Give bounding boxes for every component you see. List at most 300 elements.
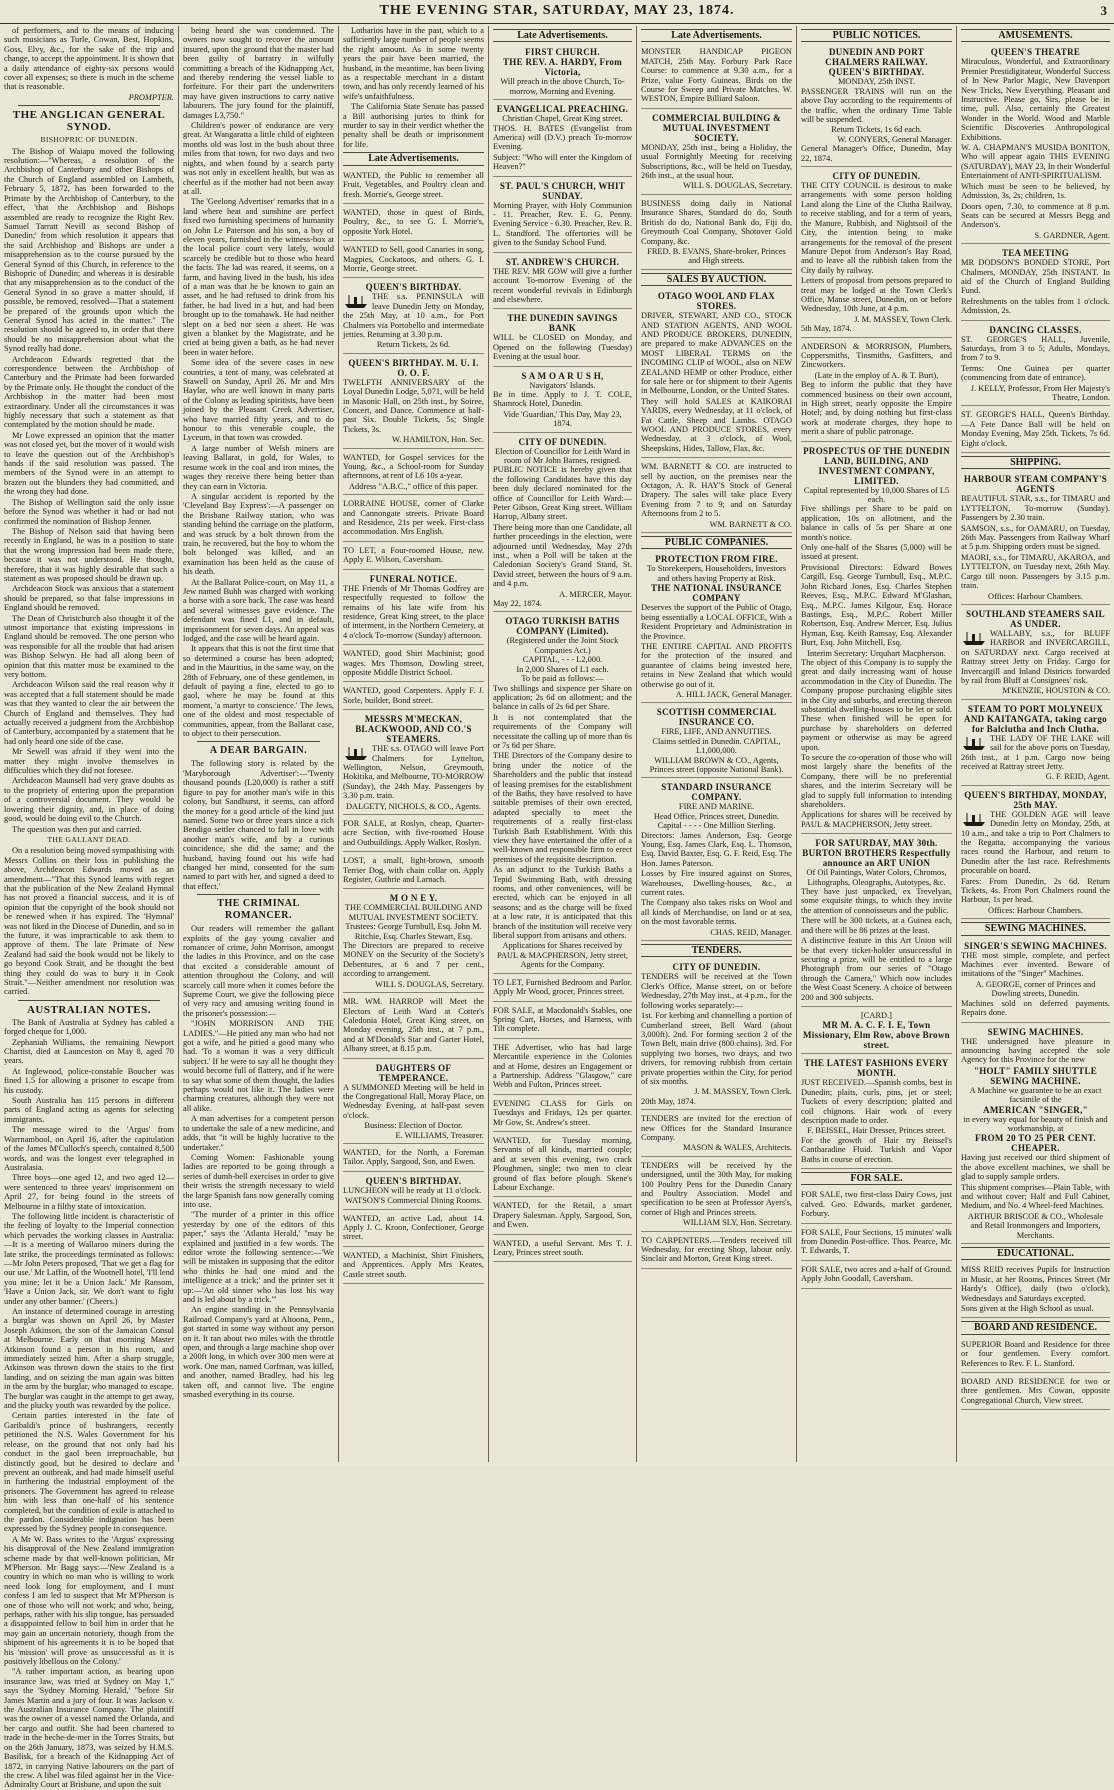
ad-date: 5th May, 1874.	[801, 324, 852, 334]
advertisement	[343, 243, 484, 278]
divider	[197, 894, 320, 895]
article-paragraph: South Australia has 115 persons in different parts of England acting as agents for selecting immigrants.	[4, 1096, 174, 1124]
ad-text: A SUMMONED Meeting will be held in the Congregational Hall, Moray Place, on Wednesday Evening, at half-past seven o'clock.	[343, 1082, 484, 1120]
ad-text: EVENING CLASS for Girls on Tuesdays and Fridays, 12s per quarter. Mr Gow, St. Andrew's street.	[493, 1098, 632, 1127]
ad-text: Having just received our third shipment of the above excellent machines, we shall be glad to supply sample orders.	[961, 1153, 1110, 1182]
ad-title: ST. PAUL'S CHURCH, WHIT SUNDAY.	[499, 180, 626, 201]
ad-signature: ARTHUR BRISCOE & CO., Wholesale and Retail Ironmongers and Importers, Merchants.	[967, 1211, 1104, 1240]
ad-text: FOR SALE, Four Sections, 15 minutes' walk from Dunedin Post-office. Thos. Pearce, Mr. T. Edwards, T.	[801, 1227, 952, 1256]
advertisement	[961, 607, 1110, 700]
advertisement	[493, 311, 632, 366]
ad-title: CITY OF DUNEDIN.	[518, 436, 607, 447]
ad-text: A distinctive feature in this Art Union will be that every ticket-holder unsuccessful in securing a prize, will be entitled to a large Photograph from our series of "Otago through the Camera," Which now includes the West Coast Scenery. A choice of between 200 and 300 subjects.	[801, 936, 952, 1002]
ad-text: WM. BARNETT & CO. are instructed to sell by auction, on the premises near the Octagon, A. R. HAY'S Stock of General Drapery. The sales will take place Every Evening from 7 to 9; and on Saturday Afternoons from 2 to 5.	[641, 462, 792, 519]
ad-title: SOUTHLAND STEAMERS SAIL AS UNDER.	[966, 608, 1105, 629]
ad-text: Two shillings and sixpence per Share on application; 2s 6d on allotment; and the balance in calls of 2s 6d per Share.	[493, 683, 632, 712]
ad-business: Business: Election of Doctor.	[364, 1121, 463, 1131]
article-paragraph: The following little incident is characteristic of the feeling of loyalty to the Imperial connection which pervades the working classes in Australia:—It is a meeting of Wallaroo miners during the late strike, the proceedings terminated as follows:—Mr John Peters proposed, 'That we get a flag for our use.' Mr Laffin, of the Wootnell hotel, 'I'll lend you mine; let it be a Union Jack.' Mr Ransom, 'Have a Union Jack, sir. We don't want to fight under any other banner.' (Cheers.)	[4, 1211, 174, 1306]
advertisement	[343, 451, 484, 496]
article-paragraph: Mr Lowe expressed an opinion that the matter was not closed yet, but the mover of it would wish to leave the question out of the Archbishop's hands if the said resolution was passed. The members of the Synod were in an attempt to brazen out the blunders they had committed, and the wrong they had done.	[4, 430, 174, 497]
article-paragraph: Zephaniah Williams, the remaining Newport Chartist, died at Launceston on May 8, aged 70 years.	[4, 1037, 174, 1066]
ad-text: FOR SALE, two first-class Dairy Cows, just calved. Geo. Edwards, market gardener, Forbury.	[801, 1190, 952, 1219]
ad-footer: Vide 'Guardian,' This Day, May 23, 1874.	[503, 409, 622, 429]
ad-subtitle: Navigators' Islands.	[529, 380, 596, 390]
advertisement	[343, 1249, 484, 1284]
article-paragraph: The Bishop of Waiapu moved the following resolution:—"Whereas, a resolution of the Archbishop of Canterbury and other Bishops of the Church of England assembled on Lambeth, February 5, 1872, has been forwarded to the Primate by the Archbishop of Canterbury, to the effect, 'that the Archbishop and Bishops assembled are ready to recognize the Right Rev. Samuel Tarratt Nevill as second Bishop of Dunedin;' from which resolution it appears that the said Archbishop and Bishops are under a misapprehension as to the course pursued by the General Synod of this Church, in reference to the Bishopric of Dunedin; and whereas it is desirable that any misapprehension as to the conduct of the General Synod in so grave a matter should, if possible, be removed, resolved—That a statement be prepared of the grounds upon which the General Synod has acted in the matter." The resolution should be agreed to, in order that there should be no misapprehension about what the Synod really had done.	[4, 146, 174, 354]
ad-subtitle: QUEEN'S BIRTHDAY.	[828, 67, 925, 78]
section-header: AMUSEMENTS.	[961, 29, 1110, 42]
ad-footer: Address "A.B.C.," office of this paper.	[348, 481, 479, 491]
article-paragraph: "A rather important action, as bearing upon insurance law, was tried at Sydney on May 1," says the 'Sydney Morning Herald,' "before Sir James Martin and a jury of four. It was Jackson v. the Australian Insurance Company. The plaintiff was the owner of a vessel named the Orlanda, and her cargo and outfit. She had been chartered to trade in the beche-de-mer in the Torres Straits, but on the 26th January, 1873, was seized by H.M.S. Basilisk, for a breach of the Kidnapping Act of 1872, in carrying Native labourers on the part of the crew. A libel was filed against her in the Vice-Admiralty Court at Brisbane, and upon the suit	[4, 1667, 174, 1790]
ad-text: Be in time. Apply to J. T. COLE, Shamrock Hotel, Dunedin.	[493, 389, 632, 409]
ad-title: FIRST CHURCH.	[525, 47, 600, 58]
ad-text: The Directors are prepared to receive MONEY on the Security of the Society's Debentures, at 6 and 7 per cent., according to arrangement.	[343, 941, 484, 979]
ad-text: Deserves the support of the Public of Otago, being essentially a LOCAL OFFICE, With a Resident Proprietary and Administration in the Province.	[641, 603, 792, 641]
ad-signature: CHAS. REID, Manager.	[710, 927, 792, 937]
ad-text: Only one-half of the Shares (5,000) will be issued at present.	[801, 543, 952, 562]
advertisement	[493, 1134, 632, 1197]
article-paragraph: Children's power of endurance are very great. At Wangaratta a little child of eighteen months old was lost in the bush about three miles from that town, for two days and two nights, and when found by a search party was not only in excellent health, but was as cheerful as if the mother had not been away at all.	[183, 121, 334, 196]
advertisement	[493, 102, 632, 176]
article-paragraph: Coming Women: Fashionable young ladies are reported to be going through a series of dumb-bell exercises in order to give their wrists the strength necessary to wield the large Spanish fans now generally coming into use.	[183, 1152, 334, 1209]
ad-subtitle: (Registered under the Joint Stock Companies Act.)	[506, 636, 619, 655]
ad-text: THE GOLDEN AGE will leave Dunedin Jetty on Monday, 25th, at 10 a.m., and take a trip to Port Chalmers to the Regatta, accompanying the various races round the Harbour, and return to Dunedin after the last race. Refreshments procurable on board.	[961, 809, 1110, 876]
ad-text: The object of this Company is to supply the great and daily increasing want of house accommodation in the City of Dunedin. The Company propose purchasing eligible sites in the City and suburbs, and erecting thereon substantial dwelling-houses to be let or sold. These when finished will be open for purchase by shareholders on deferred payment or otherwise as may be agreed upon.	[801, 657, 952, 752]
advertisement	[641, 1112, 792, 1157]
ad-signature: J. M. MASSEY, Town Clerk.	[694, 1087, 792, 1097]
ad-text: THE most simple, complete, and perfect Machines ever invented. Beware of imitations of the "Singer" Machines.	[961, 950, 1110, 979]
article-paragraph: The Bishop of Nelson said that having been recently in England, he was in a position to state that the wrong impression had been made there, because it was not understood. He thought, therefore, that it was highly desirable that such a statement as was proposed should be drawn up.	[4, 526, 174, 583]
ad-signature: S. GARDNER, Agent.	[1034, 230, 1110, 240]
advertisement	[343, 169, 484, 204]
ad-text: BOARD AND RESIDENCE for two or three gentlemen. Mrs Cowan, opposite Congregational Church, View street.	[961, 1377, 1110, 1405]
ad-title: FOR SATURDAY, MAY 30th.	[815, 838, 938, 849]
ad-subtitle: (Late in the employ of A. & T. Burt),	[814, 370, 939, 380]
ad-subtitle: Election of Councillor for Leith Ward in room of Mr John Barnes, resigned.	[495, 446, 630, 465]
advertisement	[343, 712, 484, 815]
ad-title: PROTECTION FROM FIRE.	[655, 554, 778, 565]
ad-location: Christian Chapel, Great King street.	[502, 114, 623, 124]
advertisement	[801, 340, 952, 442]
advertisement	[343, 280, 484, 353]
article-paragraph: of performers, and to the means of inducing such musicians as Turle, Cowan, Best, Hopkins, Goss, Elvy, &c., for the sake of the trip and change, to accept the appointment. It is shown that a daily attendance of eighty-six persons would cover all expenses; so there is much in the scheme that is reasonable.	[4, 26, 174, 92]
advertisement	[343, 817, 484, 852]
ad-text: 1st. For kerbing and channelling a portion of Cumberland street, Bell Ward (about 3,000ft). 2nd. For forming section 2 of the Town Belt, main drive (800 chains). 3rd. For supplying two horses, two drays, and two drivers, for removing rubbish from certain private properties within the City, for period of six months.	[641, 1011, 792, 1086]
ad-text: THE s.s. PENINSULA will leave Dunedin Jetty on Monday, the 25th May, at 10 a.m., for Port Chalmers via Portobello and intermediate jetties. Returning at 3.30 p.m.	[343, 292, 484, 339]
ad-signature: FRED. B. EVANS, Share-broker, Princes and High streets.	[647, 246, 786, 266]
ad-text: THE Friends of Mr Thomas Godfrey are respectfully requested to follow the remains of his late wife from his residence, Great King street, to the place of interment, in the Northern Cemetery, at 4 o'clock To-morrow (Sunday) afternoon.	[343, 583, 484, 640]
section-header: Late Advertisements.	[493, 29, 632, 42]
ad-title: SINGER'S SEWING MACHINES.	[964, 940, 1107, 951]
ad-subtitle: To Storekeepers, Householders, Investors and others having Property at Risk.	[646, 564, 787, 583]
advertisement	[801, 1188, 952, 1223]
article-paragraph: The 'Geelong Advertiser' remarks that in a land where heat and sunshine are perfect fixed two furnishing specimens of humanity on John Le Paterson and his son, a boy of eleven years, furnished in the witness-box at the local police court very lately, would scarcely be credible but to those who heard the facts. The lad was reared, it seems, on a farm, and having lived in the bush, his idea of a man was that he be known to gain an asset, and he had refused to drink from his father, he had lived in a hut, and had been brought up to the tomahawk. He had neither slept on a bed nor seen a sheet. He was given a blanket by the Magistrate, and he cried at being given a bath, as he had never been in water before.	[183, 197, 334, 357]
ad-secretary: Interim Secretary: Urquhart Macpherson.	[807, 648, 946, 658]
ad-text: TWELFTH ANNIVERSARY of the Loyal Dunedin Lodge, 5,071, will be held in Masonic Hall, on 25th inst., by Soiree, Concert, and Dance. Commence at half-past Six. Double Tickets, 5s; Single Tickets, 3s.	[343, 377, 484, 434]
ad-title: QUEEN'S THEATRE	[990, 47, 1081, 58]
advertisement	[343, 1146, 484, 1172]
article-paragraph: The message wired to the 'Argus' from Warrnambool, on April 16, after the capitulation of the James M'Culloch's speech, contained 8,500 words, and was the longest ever telegraphed in Australasia.	[4, 1125, 174, 1172]
advertisement	[641, 780, 792, 941]
ad-title: S A M O A R U S H,	[521, 370, 604, 381]
article-paragraph: Mr Sewell was afraid if they went into the matter they might involve themselves in difficulties which they did not foresee.	[4, 747, 174, 776]
ad-text: Refreshments on the tables from 1 o'clock. Admission, 2s.	[961, 296, 1110, 316]
ad-text: MISS REID receives Pupils for Instruction in Music, at her Rooms, Princes Street (Mr Hardy's Office), daily (two o'clock), Wednesdays and Saturdays excepted.	[961, 1265, 1110, 1303]
advertisement	[961, 1025, 1110, 1245]
advertisement	[493, 976, 632, 1002]
ad-signature: W. HAMILTON, Hon. Sec.	[391, 435, 484, 445]
ad-text: Five shillings per Share to be paid on application, 10s on allotment, and the balance in calls of 5s per Share at one month's notice.	[801, 504, 952, 542]
ad-footer: Return Tickets, 2s 6d.	[376, 340, 451, 350]
ad-text: Will preach in the above Church, To-morrow, Morning and Evening.	[500, 77, 625, 96]
article-paragraph: "JOHN MORRISON AND THE LADIES."—He pitied any man who had not got a wife, and he pitied a good many who had. 'To a woman it was a very difficult subject.' If he were to say all he thought they would become full of flattery, and if he were to say what some of them thought, the ladies perhaps would not like it. The ladies were charming creatures, although they were not all alike.	[183, 1019, 334, 1113]
ad-signature: W. CONYERS, General Manager.	[837, 134, 952, 144]
ad-text: WANTED, for Gospel services for the Young, &c., a School-room for Sunday afternoons, at rent of L6 10s a-year.	[343, 452, 484, 481]
advertisement	[961, 788, 1110, 919]
ad-title: STEAM TO PORT MOLYNEUX AND KAITANGATA, taking cargo for Balclutha and Inch Clutha.	[964, 703, 1107, 734]
ad-text: MR DODSON'S BONDED STORE, Port Chalmers, MONDAY, 25th INSTANT. In aid of the Church of England Building Fund.	[961, 258, 1110, 296]
article-paragraph: The Bank of Australia at Sydney has cabled a forged cheque for 1,000.	[4, 1017, 174, 1037]
ad-signature: WILL S. DOUGLAS, Secretary.	[375, 979, 484, 989]
ad-fare: Return Tickets, 1s 6d each.	[831, 125, 922, 135]
advertisement	[493, 1199, 632, 1234]
ad-title: QUEEN'S BIRTHDAY. M. U. I. O. O. F.	[348, 357, 479, 378]
ad-text: It is not contemplated that the requirements of the Company will necessitate the calling up of more than 6s or 7s 6d per Share.	[493, 712, 632, 750]
ad-signature: E. WILLIAMS, Treasurer.	[395, 1130, 484, 1140]
advertisement	[961, 246, 1110, 320]
advertisement	[801, 836, 952, 1007]
advertisement	[801, 1226, 952, 1261]
column-4	[488, 26, 636, 1462]
advertisement	[641, 111, 792, 195]
ad-text: JUST RECEIVED.—Spanish combs, best in Dunedin; plaits, curls, pins, jet or steel; Tuckets of every description; plaited and coil chignons. Hair work of every description made to order.	[801, 1078, 952, 1125]
ad-text: TENDERS are invited for the erection of new Offices for the Standard Insurance Company.	[641, 1114, 792, 1142]
section-header: SALES BY AUCTION.	[641, 273, 792, 286]
advertisement	[493, 435, 632, 613]
ad-title: FUNERAL NOTICE.	[369, 573, 458, 584]
ad-text: TENDERS will be received at the Town Clerk's Office, Manse street, on or before Wednesday, 27th May inst., at 4 p.m., for the following works separately:—	[641, 972, 792, 1010]
ad-text: Subject: "Who will enter the Kingdom of Heaven?"	[493, 152, 632, 172]
advertisement	[641, 552, 792, 703]
article-paragraph: Archdeacon Wilson said the real reason why it was accepted that a full statement should be made was that they wanted to clear the air between the Church of England and themselves. They had actually received a judgment from the Archbishop of Canterbury, accompanied by a statement that he had only heard one side of the case.	[4, 680, 174, 746]
article-headline: THE CRIMINAL ROMANCER.	[217, 898, 300, 922]
advertisement	[343, 572, 484, 645]
ad-text: Losses by Fire insured against on Stores, Warehouses, Dwelling-houses, &c., at current rates.	[641, 869, 792, 898]
section-header: PUBLIC COMPANIES.	[641, 536, 792, 549]
ad-signature: F. BEISSEL, Hair Dresser, Princes street.	[807, 1126, 946, 1136]
article-paragraph: A Mr W. Bass writes to the 'Argus' expressing his disapproval of the New Zealand immigration scheme made by that well-known politician, Mr M'Pherson. Mr Bagg says:—'New Zealand is a country in which no man who is willing to work need look long for employment, and I must confess I am led to suspect that Mr M'Pherson is one of those who will not work; and who, being, perhaps, rather with his slip tongue, has persuaded a disappointed fellow to boil him in order that he may gain an uncertain notoriety, though from the shipment of his agreements it is to be hoped that his 'mission' will prove as unsuccessful as it is positively libellous on the Colony.'	[4, 1534, 174, 1667]
ad-text: ST. GEORGE'S HALL, Queen's Birthday.—A Fete Dance Ball will be held on Monday Evening, May 25th. Tickets, 7s 6d. Eight o'clock.	[961, 410, 1110, 448]
article-paragraph: Archdeacon Edwards regretted that the correspondence between the Archbishop of Canterbury and the Primate had been forwarded by the Primate only. He thought the conduct of the Archbishop in the matter had been most extraordinary. Under all the circumstances it was highly necessary that such a statement as that contemplated by the motion should be made.	[4, 354, 174, 430]
section-header: Late Advertisements.	[343, 152, 484, 165]
ad-shares: In 2,000 Shares of L1 each.	[516, 664, 609, 674]
ad-title: ST. ANDREW'S CHURCH.	[505, 256, 620, 267]
ad-text: LUNCHEON will be ready at 11 o'clock.	[343, 1185, 482, 1195]
ad-date: 20th May, 1874.	[641, 1096, 696, 1106]
article-headline: A DEAR BARGAIN.	[209, 745, 308, 757]
ad-text: Terms: One Guinea per quarter (commencing from date of entrance).	[961, 363, 1110, 383]
ad-text: A Machine we guarantee to be an exact facsimile of the	[969, 1085, 1102, 1105]
ad-title: CITY OF DUNEDIN.	[832, 171, 921, 182]
ad-text: TENDERS will be received by the undersigned, until the 30th May, for making 100 Poultry Pens for the Dunedin Canary and Poultry Association. Model and specification to be seen at Professor Ayers's, corner of High and Princes streets.	[641, 1160, 792, 1217]
ad-title: QUEEN'S BIRTHDAY, MONDAY, 25th MAY.	[964, 789, 1107, 810]
ad-directors: Provisional Directors: Edward Bowes Cargill, Esq. George Turnbull, Esq., M.P.C. John Richard Jones, Esq. Charles Stephen Reeves, Esq., M.P.C. Edward M'Glashan, Esq., M.P.C. James Kilgour, Esq. Horace Bastings, Esq., M.P.C. Robert Miller Robertson, Esq. Andrew Mercer, Esq. Julius Hyman, Esq. Keith Ramsay, Esq. Alexander Burt, Esq. John Mitchell, Esq.	[801, 562, 952, 648]
ad-text: They will hold SALES at KAIKORAI YARDS, every Wednesday, at 11 o'clock, of Fat Cattle, Sheep and Lambs. OTAGO WOOL AND PRODUCE STORES, every Wednesday, at 3 o'clock, of Wool, Sheepskins, Hides, Tallow, Flax, &c.	[641, 396, 792, 453]
ad-text: THE s.s. OTAGO will leave Port Chalmers for Lyttelton, Wellington, Nelson, Greymouth, Hokitika, and Melbourne, TO-MORROW (Sunday), the 24th May. Passengers by 3.30 p.m. train.	[343, 744, 484, 801]
article-headline: THE ANGLICAN GENERAL SYNOD.	[12, 109, 166, 134]
article-paragraph: It appears that this is not the first time that so determined a course has been adopted; and in the Mauritius, in the same way, on the 28th of February, one of these gentlemen, in default of paying a fine, elected to go to gaol, where he may be found at this moment, 'a martyr to conscience.' The Jews, one of the oldest and most respectable of communities, appear, from the Ballarat case, to object to their persecution.	[183, 644, 334, 739]
ad-text: As an adjunct to the Turkish Baths a Tepid Swimming Bath, with dressing rooms, and other conveniences, will be erected, which can be enjoyed in all seasons; and as the charge will be fixed at a low rate, it is anticipated that this branch of the institution will receive very liberal support from artisans and others.	[493, 865, 632, 941]
advertisement	[343, 206, 484, 241]
advertisement	[961, 1263, 1110, 1318]
article-paragraph: Archdeacon Stock was anxious that a statement should be prepared, so that false impressions in England should be removed.	[4, 584, 174, 613]
ad-text: Applications for shares will be received by PAUL & MACPHERSON, Jetty street.	[801, 810, 952, 829]
ad-text: There being more than one Candidate, all further proceedings in the election, were adjourned until Wednesday, May 27th inst., when a Poll will be taken at the Caledonian Society's Grand Stand, St. David street, between the hours of 9 a.m. and 4 p.m.	[493, 522, 632, 589]
article-paragraph: The California State Senate has passed a Bill authorising juries to think for murder to say in their verdict whether the penalty shall be death or imprisonment for life.	[343, 102, 484, 149]
ad-text: BEAUTIFUL STAR, s.s., for TIMARU and LYTTELTON, To-morrow (Sunday). Passengers by 2.30 train.	[961, 494, 1110, 523]
advertisement	[493, 255, 632, 310]
advertisement	[641, 1234, 792, 1269]
article-subheading: BISHOPRIC OF DUNEDIN.	[40, 135, 138, 145]
article-paragraph: At the Ballarat Police-court, on May 11, a Jew named Buhh was charged with working a horse with a sore back. The case was heard and several witnesses gave evidence. The defendant was fined L1, and in default, imprisonment for seven days. An appeal was lodged, and the case will be heard again.	[183, 577, 334, 643]
ad-text: THE Advertiser, who has had large Mercantile experience in the Colonies and at Home, desires an Engagement or a Partnership. Address "Glasgow," care Webb and Fulton, Princes street.	[493, 1042, 632, 1090]
advertisement	[641, 45, 792, 108]
ad-text: FOR SALE, at Roslyn, cheap, Quarter-acre Section, with five-roomed House and Outbuildings. Apply Walker, Roslyn.	[343, 819, 484, 847]
advertisement	[961, 1338, 1110, 1373]
ad-title: CITY OF DUNEDIN.	[672, 962, 761, 973]
ad-title: SCOTTISH COMMERCIAL INSURANCE CO.	[656, 707, 777, 728]
ad-text: Claims settled in Dunedin. CAPITAL, L1,000,000.	[652, 736, 781, 756]
ad-text: Sons given at the High School as usual.	[961, 1304, 1094, 1314]
ad-text: MR M. A. C. F. I. E, Town Missionary, Elm Row, above Brown street.	[803, 1020, 950, 1051]
ad-title: [CARD.]	[861, 1010, 892, 1020]
article-paragraph: An engine standing in the Pennsylvania Railroad Company's yard at Altoona, Penn., got started in some way without any person on it. It ran about two miles with the throttle open, and through a large machine shop over a 200ft long, in which over 300 men were at work. One man, named Corfman, was killed, and another, named Bradley, had his leg taken off, and cannot live. The engine smashed everything in its course.	[183, 1305, 334, 1400]
ad-text: Which must be seen to be believed, by Admission, 3s, 2s; children, 1s.	[961, 181, 1110, 201]
ad-title: DANCING CLASSES.	[989, 324, 1082, 335]
article-paragraph: A large number of Welsh miners are leaving Ballarat, in gold, for Wales, to resume work in the coal and iron mines, the wages they receive there being better than they can earn in Victoria.	[183, 443, 334, 491]
divider	[18, 1000, 160, 1001]
advertisement	[343, 1212, 484, 1247]
ad-text: THE LADY OF THE LAKE will sail for the above ports on Tuesday, 26th inst., at 1 p.m. Cargo now being received at Rattray street Jetty.	[961, 733, 1110, 771]
ad-text: TO LET, Furnished Bedroom and Parlor. Apply Mr Wood, grocer, Princes street.	[493, 977, 632, 997]
ad-title: DUNEDIN AND PORT CHALMERS RAILWAY.	[825, 47, 928, 68]
ad-title: COMMERCIAL BUILDING & MUTUAL INVESTMENT SOCIETY.	[652, 112, 781, 143]
article-paragraph: The question was then put and carried.	[12, 824, 142, 834]
ad-signature: WILLIAM BROWN & CO., Agents, Princes street (opposite National Bank).	[649, 755, 784, 774]
section-header: TENDERS.	[641, 944, 792, 957]
ad-signature: WATSON'S Commercial Dining Rooms.	[345, 1196, 482, 1206]
article-paragraph: "The murder of a printer in this office yesterday by one of the editors of this paper," says the 'Atlanta Herald,' "may be explained and justified in a few words. The editor wrote the following sentence:—'We will be mistaken in supposing that the editor who thinks he had one mind and the intelligence at a trick;' and the printer set it up:—'An old sinner who has lost his way and is led about by a trick.'"	[183, 1210, 334, 1304]
ad-text: This shipment comprises—Plain Table, with and without cover; Half and Full Cabinet, Medium, and No. 4 Wheel-feed Machines.	[961, 1182, 1110, 1211]
ad-text: There will be 300 tickets, at a Guinea each, and there will be 86 prizes at the least.	[801, 916, 952, 935]
ad-text: Beg to inform the public that they have commenced business on their own account, in High street, nearly opposite the Empire Hotel; and, by doing nothing but first-class work at moderate charges, they hope to merit a share of public patronage.	[801, 380, 952, 437]
ad-text: They have just unpacked, ex Trevelyan, some exquisite things, to which they invite the attention of connoisseurs and the public.	[801, 887, 952, 915]
ad-directors: Directors: James Anderson, Esq. George Young, Esq. James Clark, Esq. L. Thomson, Esq. David Baxter, Esq. G. F. Reid, Esq. The Hon. James Paterson.	[641, 830, 792, 868]
ad-text: WALLABY, s.s., for BLUFF HARBOR and INVERCARGILL, on SATURDAY next. Cargo received at Rattray street Jetty on Friday. Cargo for Invercargill and Inland Districts forwarded by rail from Bluff at Consignees' risk.	[961, 628, 1110, 685]
advertisement	[961, 323, 1110, 407]
ad-text: MONSTER HANDICAP PIGEON MATCH, 25th May. Forbury Park Race Course: to commence at 9.30 a.m., for a Prize, value Forty Guineas. Birds on the Course for Sweep and Private Matches. W. WESTON, Empire Billiard Saloon.	[641, 47, 792, 104]
ad-title: M O N E Y.	[389, 893, 438, 904]
ad-terms: To be paid as follows:—	[521, 674, 604, 684]
advertisement	[801, 1009, 952, 1054]
ad-text: THE undersigned have pleasure in announcing having accepted the sole Agency for this Province for the new	[961, 1036, 1110, 1065]
ad-signature: WM. BARNETT & CO.	[709, 519, 792, 529]
ad-capital: CAPITAL, - - - L2,000.	[522, 655, 603, 665]
advertisement	[343, 1174, 484, 1210]
ad-text: Head Office, Princes street, Dunedin.	[653, 811, 780, 821]
ad-signature: G. F. REID, Agent.	[1045, 772, 1110, 782]
ad-text: WANTED, for the Retail, a smart Drapery Salesman. Apply, Sargood, Son, and Ewen.	[493, 1201, 632, 1230]
ad-title: MESSRS M'MECKAN, BLACKWOOD, AND CO.'S STEAMERS.	[355, 714, 472, 745]
advertisement	[801, 1263, 952, 1289]
ad-text: Letters of proposal from persons prepared to treat may be lodged at the Town Clerk's Office, Manse street, Dunedin, on or before Wednesday, 10th June, at 4 p.m.	[801, 276, 952, 314]
advertisement	[801, 444, 952, 835]
ad-text: WANTED, for the North, a Foreman Tailor. Apply, Sargood, Son, and Ewen.	[343, 1147, 484, 1167]
advertisement	[343, 854, 484, 889]
section-header: PUBLIC NOTICES.	[801, 29, 952, 42]
advertisement	[801, 169, 952, 338]
ad-signature: WILLIAM SLY, Hon. Secretary.	[682, 1218, 792, 1228]
ad-text: "HOLT" FAMILY SHUTTLE SEWING MACHINE.	[973, 1065, 1098, 1086]
ad-text: MAORI, s.s., for TIMARU, AKAROA, and LYTTELTON, on Tuesday next, 26th May. Cargo till noon. Passengers by 3.15 p.m. train.	[961, 552, 1110, 591]
advertisement	[343, 995, 484, 1058]
ad-subtitle: FIRE AND MARINE.	[678, 802, 755, 812]
ad-signature: A. HILL JACK, General Manager.	[675, 689, 792, 699]
article-paragraph: The Bishop of Wellington said the only issue before the Synod was whether it had or had not confirmed the nomination of Bishop Jenner.	[4, 497, 174, 526]
ad-text: WILL be CLOSED on Monday, and Opened on the following (Tuesday) Evening at the usual hour.	[493, 333, 632, 362]
advertisement	[641, 705, 792, 778]
ad-text: PUBLIC NOTICE is hereby given that the following Candidates have this day been duly declared nominated for the office of Councillor for Leith Ward:— Peter Gibson, Great King street. William Harrop, Albany street.	[493, 465, 632, 522]
advertisement	[961, 408, 1110, 453]
advertisement	[493, 1097, 632, 1132]
advertisement	[493, 614, 632, 973]
ad-signature: Offices: Harbour Chambers.	[988, 591, 1083, 601]
ad-subtitle: FIRE, LIFE, AND ANNUITIES.	[661, 727, 772, 737]
ad-text: LORRAINE HOUSE, corner of Clarke and Cannongate streets. Private Board and Residence, 21s per week. First-class accommodation. Mrs English.	[343, 499, 484, 537]
ad-date: May 22, 1874.	[493, 599, 542, 609]
ad-signature: J. KELLY, Professor, From Her Majesty's Theatre, London.	[970, 383, 1110, 402]
article-paragraph: Archdeacon Maunsell had very grave doubts as to the propriety of entering upon the preparation of a controversial document. They would be lowering their dignity, and, in place of doing good, would be doing evil to the Church.	[4, 776, 174, 824]
ad-text: FROM 20 TO 25 PER CENT. CHEAPER.	[975, 1133, 1096, 1154]
ad-text: BURTON BROTHERS Respectfully announce an ART UNION	[802, 848, 951, 869]
section-header: SEWING MACHINES.	[961, 922, 1110, 935]
ad-text: THOS. H. BATES (Evangelist from America) will (D.V.) preach To-morrow Evening.	[493, 123, 632, 152]
advertisement	[343, 647, 484, 682]
advertisement	[343, 544, 484, 570]
ad-title: PROSPECTUS OF THE DUNEDIN LAND, BUILDING, AND INVESTMENT COMPANY, LIMITED.	[803, 445, 950, 486]
ad-title: STANDARD INSURANCE COMPANY.	[661, 782, 772, 803]
ad-text: THE CITY COUNCIL is desirous to make arrangements with some person holding Land along the Line of the Clutha Railway, to receive stabling, and for a term of years, the Manure, Rubbish, and Nightsoil of the City, the intention being to make arrangements for the removal of the present Manure Depot from Anderson's Bay Road, and to leave all the rubbish taken from the City daily by railway.	[801, 181, 952, 275]
ad-text: TO CARPENTERS.—Tenders received till Wednesday, for erecting Shop, labour only. Sinclair and Morton, Great King street.	[641, 1235, 792, 1264]
steamship-icon	[343, 293, 369, 309]
advertisement	[493, 369, 632, 433]
ad-title: SEWING MACHINES.	[987, 1026, 1084, 1037]
page-number: 3	[1100, 3, 1108, 18]
advertisement	[343, 891, 484, 993]
ad-title: OTAGO WOOL AND FLAX STORES.	[657, 291, 776, 312]
ad-text: SAMSON, s.s., for OAMARU, on Tuesday, 26th May. Passengers from Railway Wharf at 5 p.m. Shipping orders must be signed.	[961, 523, 1110, 552]
advertisement	[801, 45, 952, 167]
article-paragraph: being heard she was condemned. The owners now sought to recover the amount insured, upon the ground that the master had been guilty of barratry in wilfully committing a breach of the Kidnapping Act, and thereby rendering the vessel liable to forfeiture. For their part the underwriters may have given instructions to carry native labourers. The jury found for the plaintiff, damages L3,750."	[183, 26, 334, 120]
advertisement	[641, 1159, 792, 1232]
advertisement	[493, 1004, 632, 1039]
column-5	[636, 26, 796, 1462]
ad-text: Of Oil Paintings, Water Colors, Chromos, Lithographs, Oleographs, Autotypes, &c.	[806, 868, 947, 887]
advertisement	[493, 179, 632, 253]
ad-text: WANTED, good Shirt Machinist; good wages. Mrs Thomson, Dowling street, opposite Middle District School.	[343, 649, 484, 677]
ad-title: OTAGO TURKISH BATHS COMPANY (Limited).	[505, 616, 620, 637]
ad-text: Morning Prayer, with Holy Communion - 11. Preacher, Rev. E. G. Penny. Evening Service - 6.30. Preacher, Rev. R. L. Standford. The offertories will be given to the Sunday School Fund.	[493, 200, 632, 248]
article-paragraph: Lotharios have in the past, which to a sufficiently large number of people seems the right amount. As in some twenty years the pair have been married, the husband, in the meantime, has been living as a respectable merchant in a distant town, and has only recently learned of his wife's unfaithfulness.	[343, 26, 484, 101]
article-subheading: THE GALLANT DEAD.	[47, 834, 131, 844]
steamship-icon	[343, 745, 369, 761]
article-paragraph: An instance of determined courage in arresting a burglar was shown on April 26, by Master Joseph Atkinson, the son of the Jamaican Consul at Melbourne. Early on that morning Master Atkinson found a person in his room, and immediately seized him. After a sharp struggle, Atkinson was thrown down the stairs to the first landing, and on seizing the man again was bitten in the arm by the burglar, who managed to escape. The burglar was caught in the attempt to get away, and the plucky youth was rewarded by the police.	[4, 1307, 174, 1411]
article-headline: AUSTRALIAN NOTES.	[26, 1003, 152, 1016]
ad-signature: A. MERCER, Mayor.	[559, 589, 632, 599]
ad-text: Machines sold on deferred payments. Repairs done.	[961, 998, 1110, 1018]
ad-title: EVANGELICAL PREACHING.	[496, 104, 629, 115]
ad-signature: MASON & WALES, Architects.	[683, 1143, 792, 1153]
ad-text: Fares: From Dunedin, 2s 6d. Return Tickets, 4s. From Port Chalmers round the Harbour, 1s per head.	[961, 876, 1110, 905]
ad-text: PASSENGER TRAINS will run on the above Day according to the requirements of the traffic, when the ordinary Time Table will be suspended.	[801, 86, 952, 125]
ad-signature: J. M. MASSEY, Town Clerk.	[854, 314, 952, 324]
advertisement	[493, 1041, 632, 1095]
ad-text: WANTED, an active Lad, about 14. Apply J. C. Kroon, Confectioner, George street.	[343, 1213, 484, 1242]
ad-text: DRIVER, STEWART, AND CO., STOCK AND STATION AGENTS, AND WOOL AND PRODUCE BROKERS, DUNEDIN, are prepared to make ADVANCES on the MOST LIBERAL TERMS on the INCOMING CLIP of WOOL, also on NEW ZEALAND HEMP or other Produce, either for sale here or for shipment to their Agents in Melbourne, London, or the United States.	[641, 311, 792, 396]
ad-signature: Applications for Shares received by PAUL & MACPHERSON, Jetty street, Agents for the Company.	[496, 941, 629, 970]
steamship-icon	[961, 735, 987, 751]
article-paragraph: Three boys—one aged 12, and two aged 12—were sentenced to three years' imprisonment on April 27, for being found in the streets of Melbourne in a filthy state of intoxication.	[4, 1173, 174, 1211]
ad-text: For the growth of Hair try Beissel's Cantharadine Fluid. Turkish and Vapor Baths in course of erection.	[801, 1135, 952, 1164]
divider	[18, 105, 160, 106]
ad-title: HARBOUR STEAM COMPANY'S AGENTS	[963, 474, 1108, 495]
ad-text: To secure the co-operation of those who will most largely share the benefits of the Company, there will be no preferential shares, and the interim Secretary will be glad to supply full information to intending shareholders.	[801, 753, 952, 810]
ad-text: WANTED, good Carpenters. Apply F. J. Sorle, builder, Bond street.	[343, 686, 484, 705]
column-6	[796, 26, 956, 1462]
ad-text: LOST, a small, light-brown, smooth Terrier Dog, with chain collar on. Apply Register, Guthrie and Larnach.	[343, 856, 484, 885]
advertisement	[343, 684, 484, 710]
ad-signature: Offices: Harbour Chambers.	[988, 905, 1083, 915]
ad-subtitle: THE COMMERCIAL BUILDING AND MUTUAL INVESTMENT SOCIETY.	[344, 903, 483, 922]
advertisement	[493, 45, 632, 100]
article-paragraph: A singular accident is reported by the 'Cleveland Bay Express':—A passenger on the Brisbane Railway station, who was standing behind the carriage on the platform, and was struck by a bolt thrown from the train, he recovered, but the boy to whom the bolt belonged was killed, and an examination has been held as the cause of his death.	[183, 491, 334, 577]
advertisement	[961, 472, 1110, 604]
column-7	[956, 26, 1114, 1462]
ad-text: THE Directors of the Company desire to bring under the notice of the Shareholders and the public that instead of leasing premises for the establishment of the Baths, they have resolved to have suitable premises of their own erected, adapted specially to meet the requirements of a really first-class Turkish Bath Establishment. With this view they have entertained the offer of a well-known and responsible firm to erect premises of the requisite description.	[493, 751, 632, 864]
ad-signature: A. GEORGE, corner of Princes and Dowling streets, Dunedin.	[975, 979, 1096, 999]
ad-date: MONDAY, 25th INST.	[837, 77, 916, 87]
ad-text: Miraculous, Wonderful, and Extraordinary Premier Prestidigitateur, Wonderful Success of In New Parlor Magic, New Davenport New Tricks, New Everything. Pleasant and Instructive. Please go, Sirs, please be in time, pull. Also, certainly the Greatest Wonder in the World. Wood and Marble Scientific Discoveries Anthropological Exhibitions.	[961, 57, 1110, 142]
ad-text: TO LET, a Four-roomed House, new. Apply E. Wilson, Caversham.	[343, 545, 484, 565]
ad-signature: DALGETY, NICHOLS, & CO., Agents.	[345, 801, 481, 811]
ad-title: DAUGHTERS OF TEMPERANCE.	[375, 1062, 452, 1083]
ad-date: General Manager's Office, Dunedin, May 22, 1874.	[801, 144, 952, 163]
advertisement	[343, 356, 484, 449]
section-header: Late Advertisements.	[641, 29, 792, 42]
steamship-icon	[961, 630, 987, 646]
ad-title: TEA MEETING	[1001, 248, 1070, 259]
advertisement	[961, 45, 1110, 244]
ad-signature: M'KENZIE, HOUSTON & CO.	[1002, 686, 1110, 696]
ad-text: FOR SALE, at Macdonald's Stables, one Spring Cart, Horses, and Harness, with Tilt complete.	[493, 1005, 632, 1034]
ad-text: THE REV. A. HARDY, From Victoria,	[503, 57, 622, 78]
ad-title: QUEEN'S BIRTHDAY.	[365, 282, 462, 293]
advertisement	[961, 1375, 1110, 1410]
ad-text: WANTED, for Tuesday morning, Servants of all kinds, married couple; and at seven this evening, two crack Ploughmen, single; two men to clear ground of flax before plough. Skene's Labour Exchange.	[493, 1135, 632, 1192]
ad-title: THE DUNEDIN SAVINGS BANK	[507, 313, 618, 334]
advertisement	[641, 960, 792, 1110]
section-header: FOR SALE.	[801, 1172, 952, 1185]
